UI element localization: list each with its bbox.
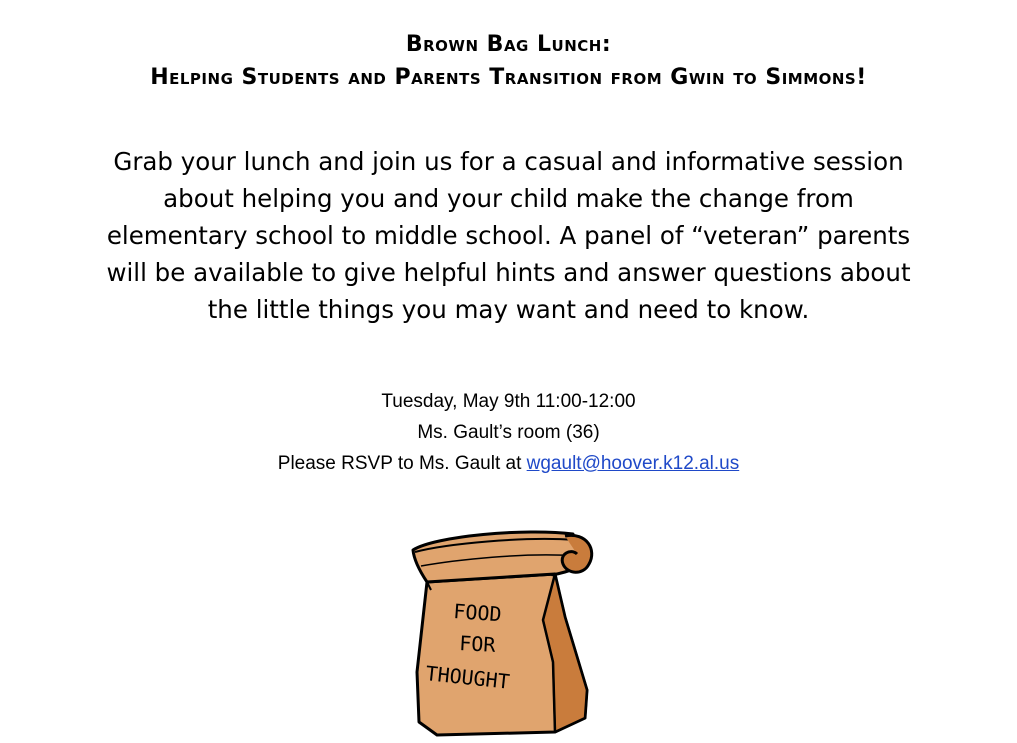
title-line-2: Helping Students and Parents Transition from Gwin to Simmons! [150,65,867,90]
brown-bag-icon [405,522,605,740]
bag-text-thought: THOUGHT [424,661,511,694]
rsvp-line [0,448,1017,479]
rsvp-prefix: Please RSVP to Ms. Gault at [277,453,527,474]
bag-text-food: FOOD [452,599,503,627]
bag-text-for: FOR [458,631,497,657]
title-line-1: Brown Bag Lunch: [405,32,612,57]
intro-paragraph: Grab your lunch and join us for a casual and informative session about helping you and your child make the change from elementary school to middle school. A panel of “veteran” parents will be available to give helpful hints and answer questions about the little things you may want and need to know. [106,147,911,324]
flyer-title [0,28,1017,94]
event-location: Ms. Gault’s room (36) [417,422,600,443]
rsvp-email-link[interactable]: wgault@hoover.k12.al.us [526,453,740,474]
event-datetime: Tuesday, May 9th 11:00-12:00 [381,391,636,412]
event-details [0,386,1017,479]
